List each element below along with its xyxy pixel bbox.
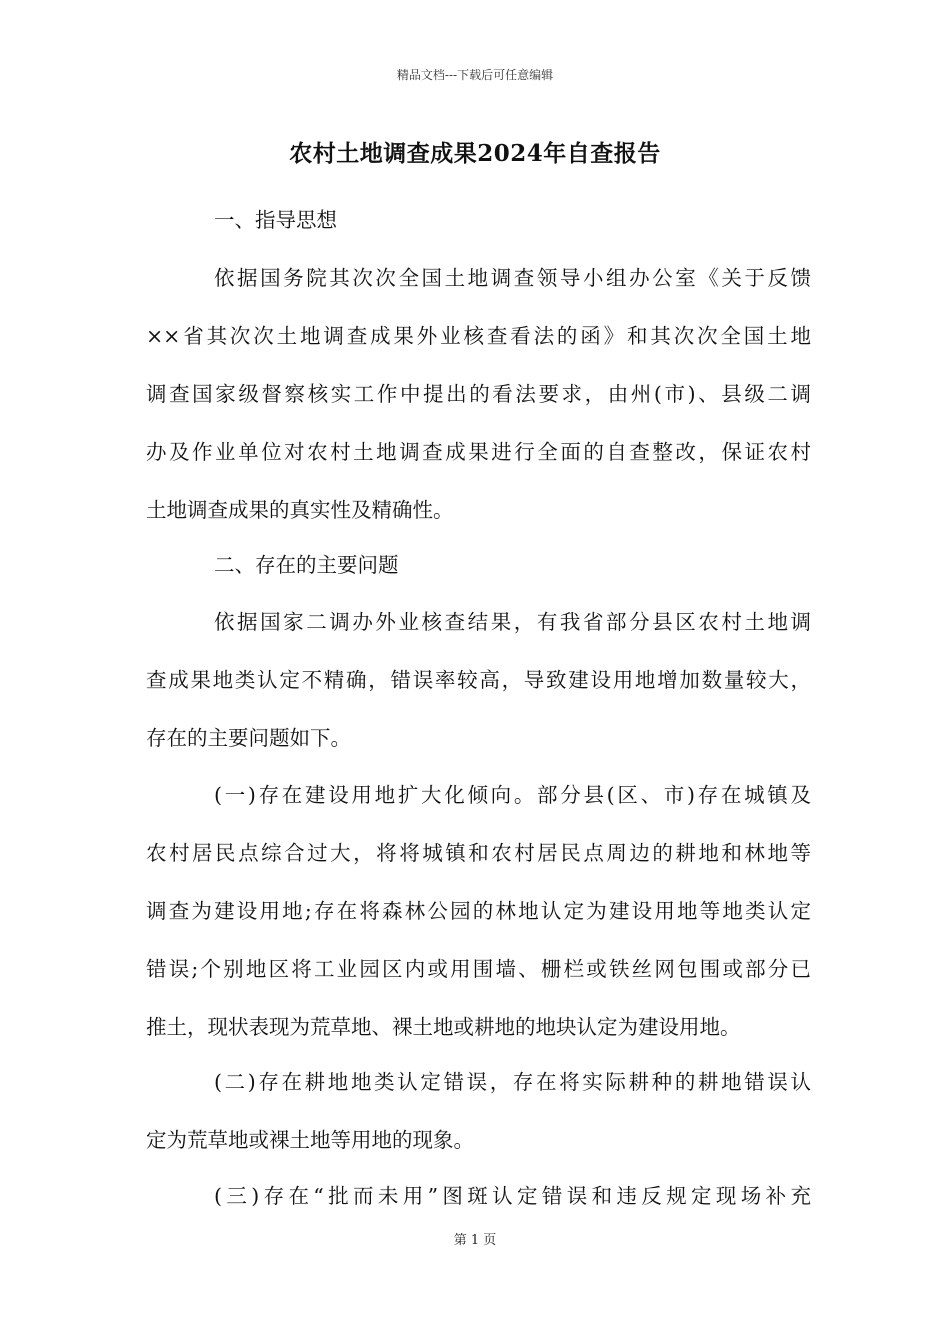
text-line: 办及作业单位对农村土地调查成果进行全面的自查整改，保证农村 (146, 440, 811, 464)
text-line: 农村居民点综合过大，将将城镇和农村居民点周边的耕地和林地等 (146, 841, 811, 865)
page-number: 第 1 页 (453, 1233, 497, 1248)
section-heading-main-problems (146, 536, 811, 594)
text-line: 调查国家级督察核实工作中提出的看法要求，由州(市)、县级二调 (146, 382, 811, 406)
paragraph-problem-one (146, 766, 811, 1056)
text-line: 存在的主要问题如下。 (146, 726, 351, 750)
text-line: 调查为建设用地;存在将森林公园的林地认定为建设用地等地类认定 (146, 899, 811, 923)
text-line: 错误;个别地区将工业园区内或用围墙、栅栏或铁丝网包围或部分已 (146, 957, 811, 981)
section-heading-guiding-thought (146, 191, 811, 249)
text-line: (二)存在耕地地类认定错误，存在将实际耕种的耕地错误认 (214, 1070, 811, 1094)
text-line: 查成果地类认定不精确，错误率较高，导致建设用地增加数量较大， (146, 668, 811, 692)
text-line: 二、存在的主要问题 (214, 553, 399, 577)
text-line: (一)存在建设用地扩大化倾向。部分县(区、市)存在城镇及 (214, 783, 811, 807)
paragraph-basis (146, 249, 811, 539)
text-line: 推土，现状表现为荒草地、裸土地或耕地的地块认定为建设用地。 (146, 1015, 741, 1039)
document-title: 农村土地调查成果2024年自查报告 (289, 140, 661, 167)
text-line: ××省其次次土地调查成果外业核查看法的函》和其次次全国土地 (146, 324, 811, 348)
text-line: 定为荒草地或裸土地等用地的现象。 (146, 1128, 474, 1152)
paragraph-problem-two (146, 1053, 811, 1169)
text-line: 土地调查成果的真实性及精确性。 (146, 498, 454, 522)
text-line: 依据国务院其次次全国土地调查领导小组办公室《关于反馈 (214, 266, 811, 290)
text-line: 依据国家二调办外业核查结果，有我省部分县区农村土地调 (214, 610, 811, 634)
text-line: 一、指导思想 (214, 208, 337, 232)
paragraph-problem-three (146, 1167, 811, 1225)
header-note: 精品文档---下载后可任意编辑 (396, 68, 554, 82)
text-line: (三)存在“批而未用”图斑认定错误和违反规定现场补充 (214, 1184, 811, 1208)
paragraph-verification-results (146, 593, 811, 767)
